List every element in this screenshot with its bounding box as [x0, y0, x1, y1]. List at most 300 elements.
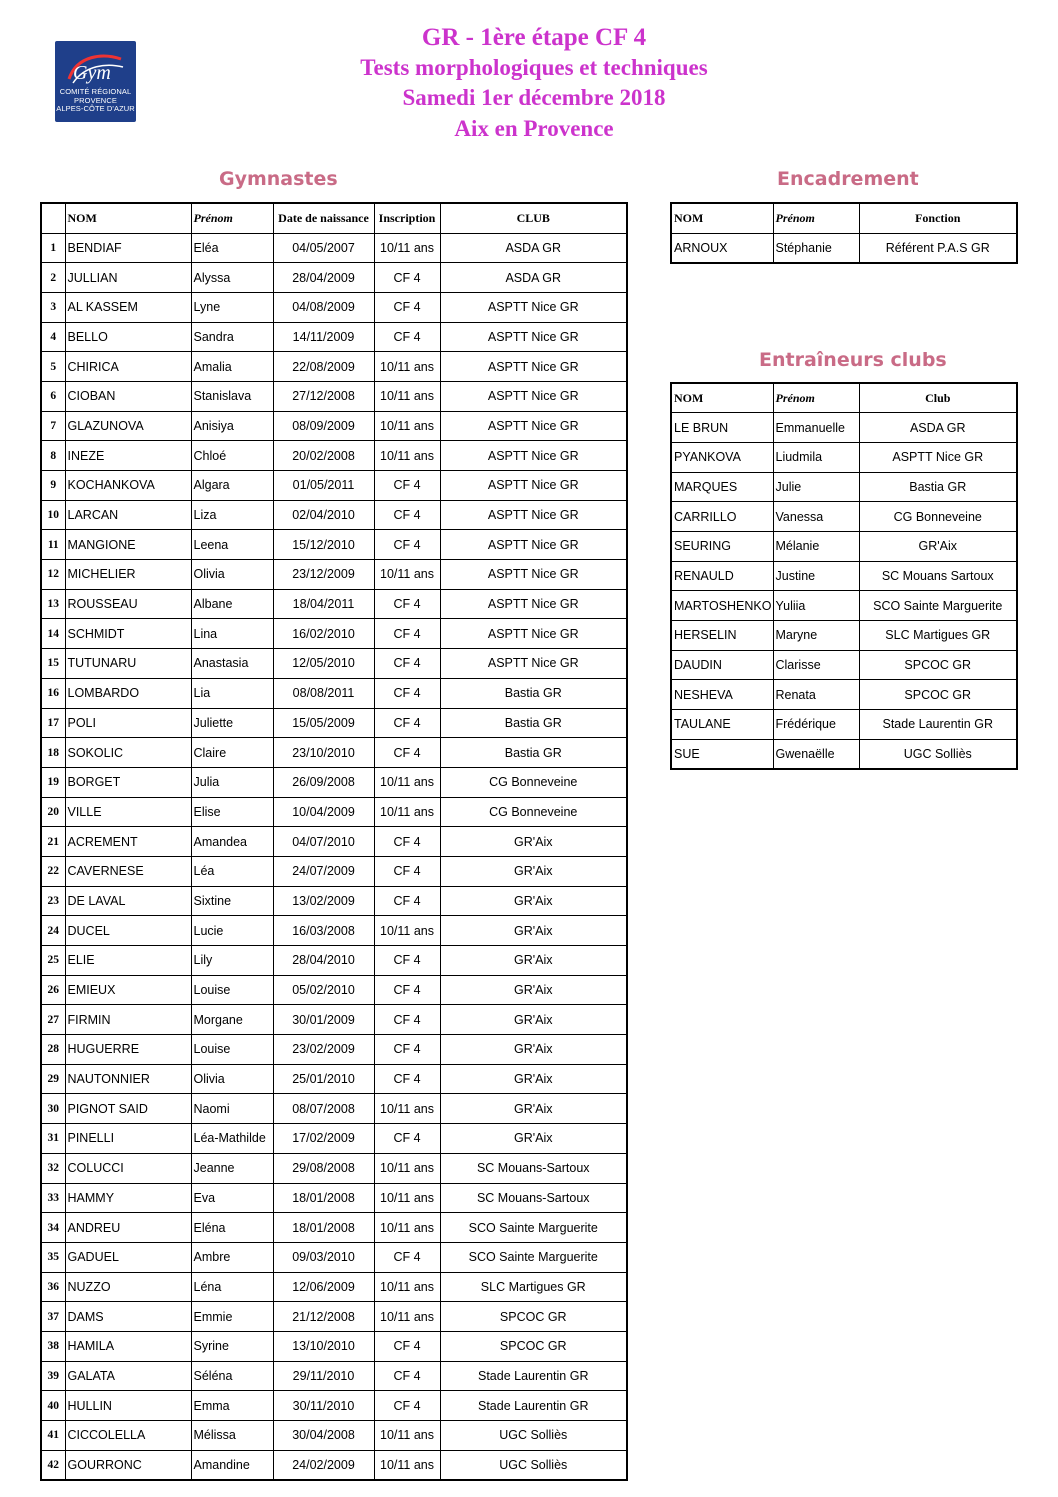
cell-nom: INEZE — [65, 441, 191, 471]
row-number: 1 — [41, 233, 65, 263]
cell-nom: SEURING — [671, 531, 773, 561]
table-row — [671, 591, 1017, 621]
cell-inscription: CF 4 — [374, 619, 440, 649]
table-header-row — [671, 203, 1017, 233]
row-number: 16 — [41, 678, 65, 708]
cell-date: 18/01/2008 — [273, 1213, 374, 1243]
cell-club: ASDA GR — [440, 263, 627, 293]
cell-inscription: CF 4 — [374, 738, 440, 768]
header-cell-fonction: Fonction — [859, 203, 1017, 233]
table-row — [41, 916, 627, 946]
cell-nom: DUCEL — [65, 916, 191, 946]
row-number: 9 — [41, 471, 65, 501]
row-number: 4 — [41, 322, 65, 352]
cell-nom: CAVERNESE — [65, 856, 191, 886]
cell-date: 16/03/2008 — [273, 916, 374, 946]
cell-club: GR'Aix — [859, 531, 1017, 561]
header-cell-prenom: Prénom — [191, 203, 273, 233]
cell-inscription: 10/11 ans — [374, 1153, 440, 1183]
table-row — [41, 1094, 627, 1124]
table-row — [671, 710, 1017, 740]
cell-nom: BENDIAF — [65, 233, 191, 263]
cell-prenom: Frédérique — [773, 710, 859, 740]
row-number: 10 — [41, 500, 65, 530]
cell-prenom: Renata — [773, 680, 859, 710]
table-row — [41, 530, 627, 560]
cell-date: 09/03/2010 — [273, 1242, 374, 1272]
cell-club: Bastia GR — [440, 738, 627, 768]
cell-club: GR'Aix — [440, 827, 627, 857]
cell-club: ASDA GR — [440, 233, 627, 263]
cell-club: GR'Aix — [440, 1124, 627, 1154]
cell-nom: HAMMY — [65, 1183, 191, 1213]
cell-prenom: Elise — [191, 797, 273, 827]
table-row — [41, 619, 627, 649]
cell-inscription: CF 4 — [374, 589, 440, 619]
cell-club: ASPTT Nice GR — [440, 471, 627, 501]
cell-nom: MICHELIER — [65, 560, 191, 590]
cell-nom: PIGNOT SAID — [65, 1094, 191, 1124]
cell-inscription: 10/11 ans — [374, 767, 440, 797]
section-title-encadrement: Encadrement — [777, 168, 919, 190]
cell-inscription: 10/11 ans — [374, 1272, 440, 1302]
cell-prenom: Eva — [191, 1183, 273, 1213]
row-number: 20 — [41, 797, 65, 827]
cell-date: 24/02/2009 — [273, 1450, 374, 1480]
cell-date: 12/05/2010 — [273, 649, 374, 679]
table-row — [41, 1242, 627, 1272]
cell-inscription: CF 4 — [374, 500, 440, 530]
cell-prenom: Yuliia — [773, 591, 859, 621]
cell-date: 13/02/2009 — [273, 886, 374, 916]
cell-inscription: 10/11 ans — [374, 233, 440, 263]
cell-date: 04/07/2010 — [273, 827, 374, 857]
cell-nom: MARQUES — [671, 472, 773, 502]
cell-date: 23/10/2010 — [273, 738, 374, 768]
cell-date: 05/02/2010 — [273, 975, 374, 1005]
cell-inscription: 10/11 ans — [374, 441, 440, 471]
cell-date: 22/08/2009 — [273, 352, 374, 382]
row-number: 22 — [41, 856, 65, 886]
cell-club: ASPTT Nice GR — [440, 560, 627, 590]
cell-inscription: 10/11 ans — [374, 352, 440, 382]
cell-prenom: Emma — [191, 1391, 273, 1421]
cell-nom: HAMILA — [65, 1331, 191, 1361]
cell-club: SPCOC GR — [440, 1331, 627, 1361]
cell-nom: GOURRONC — [65, 1450, 191, 1480]
cell-inscription: 10/11 ans — [374, 1302, 440, 1332]
cell-prenom: Léna — [191, 1272, 273, 1302]
table-row — [41, 411, 627, 441]
cell-nom: LOMBARDO — [65, 678, 191, 708]
table-row — [41, 1124, 627, 1154]
cell-inscription: 10/11 ans — [374, 1094, 440, 1124]
table-row — [671, 531, 1017, 561]
table-row — [41, 441, 627, 471]
cell-prenom: Ambre — [191, 1242, 273, 1272]
table-row — [41, 738, 627, 768]
cell-nom: CHIRICA — [65, 352, 191, 382]
cell-prenom: Olivia — [191, 560, 273, 590]
cell-inscription: CF 4 — [374, 292, 440, 322]
cell-prenom: Algara — [191, 471, 273, 501]
table-row — [41, 1183, 627, 1213]
cell-nom: GALATA — [65, 1361, 191, 1391]
cell-nom: COLUCCI — [65, 1153, 191, 1183]
cell-prenom: Jeanne — [191, 1153, 273, 1183]
cell-inscription: CF 4 — [374, 886, 440, 916]
cell-inscription: 10/11 ans — [374, 797, 440, 827]
cell-prenom: Lina — [191, 619, 273, 649]
cell-nom: MARTOSHENKO — [671, 591, 773, 621]
cell-inscription: 10/11 ans — [374, 560, 440, 590]
row-number: 28 — [41, 1035, 65, 1065]
cell-prenom: Sixtine — [191, 886, 273, 916]
cell-nom: CIOBAN — [65, 381, 191, 411]
table-row — [671, 442, 1017, 472]
cell-club: CG Bonneveine — [440, 767, 627, 797]
row-number: 41 — [41, 1421, 65, 1451]
table-row — [41, 471, 627, 501]
cell-date: 17/02/2009 — [273, 1124, 374, 1154]
cell-nom: HUGUERRE — [65, 1035, 191, 1065]
cell-nom: CARRILLO — [671, 502, 773, 532]
table-row — [41, 1302, 627, 1332]
cell-date: 23/12/2009 — [273, 560, 374, 590]
cell-nom: GADUEL — [65, 1242, 191, 1272]
row-number: 42 — [41, 1450, 65, 1480]
row-number: 2 — [41, 263, 65, 293]
cell-club: UGC Solliès — [440, 1450, 627, 1480]
encadrement-table — [670, 202, 1018, 264]
cell-club: SLC Martigues GR — [859, 621, 1017, 651]
cell-date: 26/09/2008 — [273, 767, 374, 797]
cell-inscription: CF 4 — [374, 1331, 440, 1361]
cell-club: GR'Aix — [440, 856, 627, 886]
cell-prenom: Chloé — [191, 441, 273, 471]
cell-inscription: CF 4 — [374, 1242, 440, 1272]
cell-nom: MANGIONE — [65, 530, 191, 560]
row-number: 34 — [41, 1213, 65, 1243]
cell-club: GR'Aix — [440, 886, 627, 916]
cell-nom: FIRMIN — [65, 1005, 191, 1035]
cell-date: 24/07/2009 — [273, 856, 374, 886]
table-row — [41, 1005, 627, 1035]
table-row — [41, 767, 627, 797]
cell-inscription: CF 4 — [374, 1124, 440, 1154]
cell-prenom: Emmie — [191, 1302, 273, 1332]
table-row — [41, 797, 627, 827]
row-number: 19 — [41, 767, 65, 797]
cell-inscription: CF 4 — [374, 1391, 440, 1421]
cell-prenom: Stanislava — [191, 381, 273, 411]
cell-date: 04/05/2007 — [273, 233, 374, 263]
cell-prenom: Leena — [191, 530, 273, 560]
row-number: 38 — [41, 1331, 65, 1361]
cell-club: Bastia GR — [440, 678, 627, 708]
cell-date: 30/04/2008 — [273, 1421, 374, 1451]
cell-nom: HERSELIN — [671, 621, 773, 651]
row-number: 29 — [41, 1064, 65, 1094]
table-row — [41, 1153, 627, 1183]
table-row — [41, 263, 627, 293]
cell-nom: DAUDIN — [671, 650, 773, 680]
cell-inscription: CF 4 — [374, 1035, 440, 1065]
cell-date: 30/01/2009 — [273, 1005, 374, 1035]
table-row — [41, 678, 627, 708]
row-number: 13 — [41, 589, 65, 619]
cell-date: 20/02/2008 — [273, 441, 374, 471]
cell-nom: SCHMIDT — [65, 619, 191, 649]
cell-club: ASPTT Nice GR — [440, 441, 627, 471]
table-row — [671, 650, 1017, 680]
cell-inscription: CF 4 — [374, 1361, 440, 1391]
cell-inscription: CF 4 — [374, 263, 440, 293]
section-title-entraineurs: Entraîneurs clubs — [759, 349, 947, 371]
cell-prenom: Naomi — [191, 1094, 273, 1124]
row-number: 39 — [41, 1361, 65, 1391]
row-number: 7 — [41, 411, 65, 441]
cell-club: GR'Aix — [440, 1094, 627, 1124]
cell-prenom: Lily — [191, 946, 273, 976]
table-row — [41, 708, 627, 738]
cell-nom: POLI — [65, 708, 191, 738]
table-row — [41, 1391, 627, 1421]
cell-date: 25/01/2010 — [273, 1064, 374, 1094]
cell-date: 15/05/2009 — [273, 708, 374, 738]
cell-nom: DAMS — [65, 1302, 191, 1332]
cell-prenom: Maryne — [773, 621, 859, 651]
table-row — [41, 589, 627, 619]
cell-club: Bastia GR — [440, 708, 627, 738]
cell-nom: CICCOLELLA — [65, 1421, 191, 1451]
cell-prenom: Morgane — [191, 1005, 273, 1035]
cell-club: CG Bonneveine — [859, 502, 1017, 532]
cell-club: Stade Laurentin GR — [440, 1361, 627, 1391]
cell-date: 28/04/2010 — [273, 946, 374, 976]
cell-date: 23/02/2009 — [273, 1035, 374, 1065]
header-cell-club: CLUB — [440, 203, 627, 233]
cell-prenom: Claire — [191, 738, 273, 768]
table-row — [41, 886, 627, 916]
cell-prenom: Anisiya — [191, 411, 273, 441]
row-number: 15 — [41, 649, 65, 679]
table-header-row — [671, 383, 1017, 413]
row-number: 40 — [41, 1391, 65, 1421]
cell-prenom: Amandine — [191, 1450, 273, 1480]
cell-inscription: CF 4 — [374, 1005, 440, 1035]
cell-club: SPCOC GR — [440, 1302, 627, 1332]
table-row — [41, 1035, 627, 1065]
cell-inscription: 10/11 ans — [374, 1421, 440, 1451]
row-number: 36 — [41, 1272, 65, 1302]
cell-nom: NAUTONNIER — [65, 1064, 191, 1094]
entraineurs-table — [670, 382, 1018, 770]
cell-club: SCO Sainte Marguerite — [859, 591, 1017, 621]
cell-club: ASPTT Nice GR — [440, 292, 627, 322]
cell-inscription: CF 4 — [374, 649, 440, 679]
cell-nom: BORGET — [65, 767, 191, 797]
header-cell-inscription: Inscription — [374, 203, 440, 233]
cell-club: GR'Aix — [440, 1005, 627, 1035]
cell-nom: SOKOLIC — [65, 738, 191, 768]
row-number: 23 — [41, 886, 65, 916]
cell-date: 01/05/2011 — [273, 471, 374, 501]
cell-date: 10/04/2009 — [273, 797, 374, 827]
cell-fonction: Référent P.A.S GR — [859, 233, 1017, 263]
table-header-row — [41, 203, 627, 233]
table-row — [671, 233, 1017, 263]
cell-inscription: 10/11 ans — [374, 916, 440, 946]
cell-date: 13/10/2010 — [273, 1331, 374, 1361]
page-subtitle: Tests morphologiques et techniques — [360, 55, 708, 80]
cell-inscription: CF 4 — [374, 827, 440, 857]
row-number: 8 — [41, 441, 65, 471]
logo-lines: COMITÉ RÉGIONAL PROVENCE ALPES-CÔTE D'AZUR — [56, 87, 135, 114]
cell-date: 30/11/2010 — [273, 1391, 374, 1421]
cell-nom: BELLO — [65, 322, 191, 352]
cell-nom: ROUSSEAU — [65, 589, 191, 619]
cell-prenom: Mélanie — [773, 531, 859, 561]
cell-inscription: 10/11 ans — [374, 411, 440, 441]
table-row — [41, 352, 627, 382]
cell-nom: NUZZO — [65, 1272, 191, 1302]
cell-inscription: CF 4 — [374, 678, 440, 708]
cell-nom: ELIE — [65, 946, 191, 976]
cell-date: 04/08/2009 — [273, 292, 374, 322]
cell-club: SC Mouans-Sartoux — [440, 1153, 627, 1183]
cell-nom: KOCHANKOVA — [65, 471, 191, 501]
cell-inscription: 10/11 ans — [374, 381, 440, 411]
cell-date: 29/08/2008 — [273, 1153, 374, 1183]
cell-nom: GLAZUNOVA — [65, 411, 191, 441]
cell-club: GR'Aix — [440, 1035, 627, 1065]
row-number: 14 — [41, 619, 65, 649]
cell-club: GR'Aix — [440, 916, 627, 946]
cell-date: 14/11/2009 — [273, 322, 374, 352]
cell-date: 02/04/2010 — [273, 500, 374, 530]
cell-prenom: Olivia — [191, 1064, 273, 1094]
cell-nom: PYANKOVA — [671, 442, 773, 472]
table-row — [41, 649, 627, 679]
cell-prenom: Léa-Mathilde — [191, 1124, 273, 1154]
table-row — [41, 500, 627, 530]
row-number: 21 — [41, 827, 65, 857]
gymnastes-table — [40, 202, 628, 1481]
cell-inscription: CF 4 — [374, 975, 440, 1005]
row-number: 35 — [41, 1242, 65, 1272]
row-number: 27 — [41, 1005, 65, 1035]
row-number: 11 — [41, 530, 65, 560]
cell-nom: ANDREU — [65, 1213, 191, 1243]
cell-prenom: Liza — [191, 500, 273, 530]
cell-club: ASPTT Nice GR — [440, 589, 627, 619]
table-row — [671, 739, 1017, 769]
cell-prenom: Syrine — [191, 1331, 273, 1361]
cell-nom: HULLIN — [65, 1391, 191, 1421]
cell-prenom: Lucie — [191, 916, 273, 946]
cell-nom: TAULANE — [671, 710, 773, 740]
cell-inscription: CF 4 — [374, 946, 440, 976]
cell-club: ASPTT Nice GR — [859, 442, 1017, 472]
cell-club: ASPTT Nice GR — [440, 500, 627, 530]
table-row — [41, 560, 627, 590]
row-number: 25 — [41, 946, 65, 976]
cell-date: 15/12/2010 — [273, 530, 374, 560]
row-number: 31 — [41, 1124, 65, 1154]
cell-club: ASPTT Nice GR — [440, 322, 627, 352]
header-cell-nom: NOM — [671, 203, 773, 233]
cell-prenom: Juliette — [191, 708, 273, 738]
cell-prenom: Julia — [191, 767, 273, 797]
header-cell-date: Date de naissance — [273, 203, 374, 233]
cell-prenom: Lia — [191, 678, 273, 708]
cell-prenom: Eléa — [191, 233, 273, 263]
row-number: 37 — [41, 1302, 65, 1332]
table-row — [41, 1064, 627, 1094]
row-number: 5 — [41, 352, 65, 382]
cell-date: 08/08/2011 — [273, 678, 374, 708]
row-number: 18 — [41, 738, 65, 768]
cell-nom: VILLE — [65, 797, 191, 827]
cell-prenom: Gwenaëlle — [773, 739, 859, 769]
table-row — [671, 561, 1017, 591]
cell-prenom: Sandra — [191, 322, 273, 352]
cell-prenom: Albane — [191, 589, 273, 619]
header-cell-club: Club — [859, 383, 1017, 413]
cell-club: SPCOC GR — [859, 680, 1017, 710]
section-title-gymnastes: Gymnastes — [219, 168, 338, 190]
cell-prenom: Mélissa — [191, 1421, 273, 1451]
row-number: 12 — [41, 560, 65, 590]
row-number: 33 — [41, 1183, 65, 1213]
cell-club: ASPTT Nice GR — [440, 649, 627, 679]
cell-nom: LE BRUN — [671, 413, 773, 443]
row-number: 6 — [41, 381, 65, 411]
cell-date: 12/06/2009 — [273, 1272, 374, 1302]
cell-date: 18/01/2008 — [273, 1183, 374, 1213]
cell-inscription: CF 4 — [374, 856, 440, 886]
cell-prenom: Julie — [773, 472, 859, 502]
cell-date: 21/12/2008 — [273, 1302, 374, 1332]
cell-inscription: CF 4 — [374, 1064, 440, 1094]
cell-prenom: Anastasia — [191, 649, 273, 679]
table-row — [41, 1213, 627, 1243]
row-number: 30 — [41, 1094, 65, 1124]
cell-club: ASPTT Nice GR — [440, 381, 627, 411]
cell-nom: TUTUNARU — [65, 649, 191, 679]
table-row — [41, 975, 627, 1005]
cell-club: Stade Laurentin GR — [859, 710, 1017, 740]
table-row — [41, 322, 627, 352]
header-cell-prenom: Prénom — [773, 203, 859, 233]
row-number: 26 — [41, 975, 65, 1005]
cell-inscription: CF 4 — [374, 471, 440, 501]
cell-inscription: 10/11 ans — [374, 1183, 440, 1213]
cell-date: 18/04/2011 — [273, 589, 374, 619]
cell-date: 29/11/2010 — [273, 1361, 374, 1391]
cell-prenom: Séléna — [191, 1361, 273, 1391]
cell-nom: AL KASSEM — [65, 292, 191, 322]
cell-prenom: Louise — [191, 975, 273, 1005]
row-number: 24 — [41, 916, 65, 946]
table-row — [41, 1421, 627, 1451]
cell-prenom: Amandea — [191, 827, 273, 857]
table-row — [41, 233, 627, 263]
cell-prenom: Lyne — [191, 292, 273, 322]
cell-prenom: Emmanuelle — [773, 413, 859, 443]
table-row — [671, 413, 1017, 443]
